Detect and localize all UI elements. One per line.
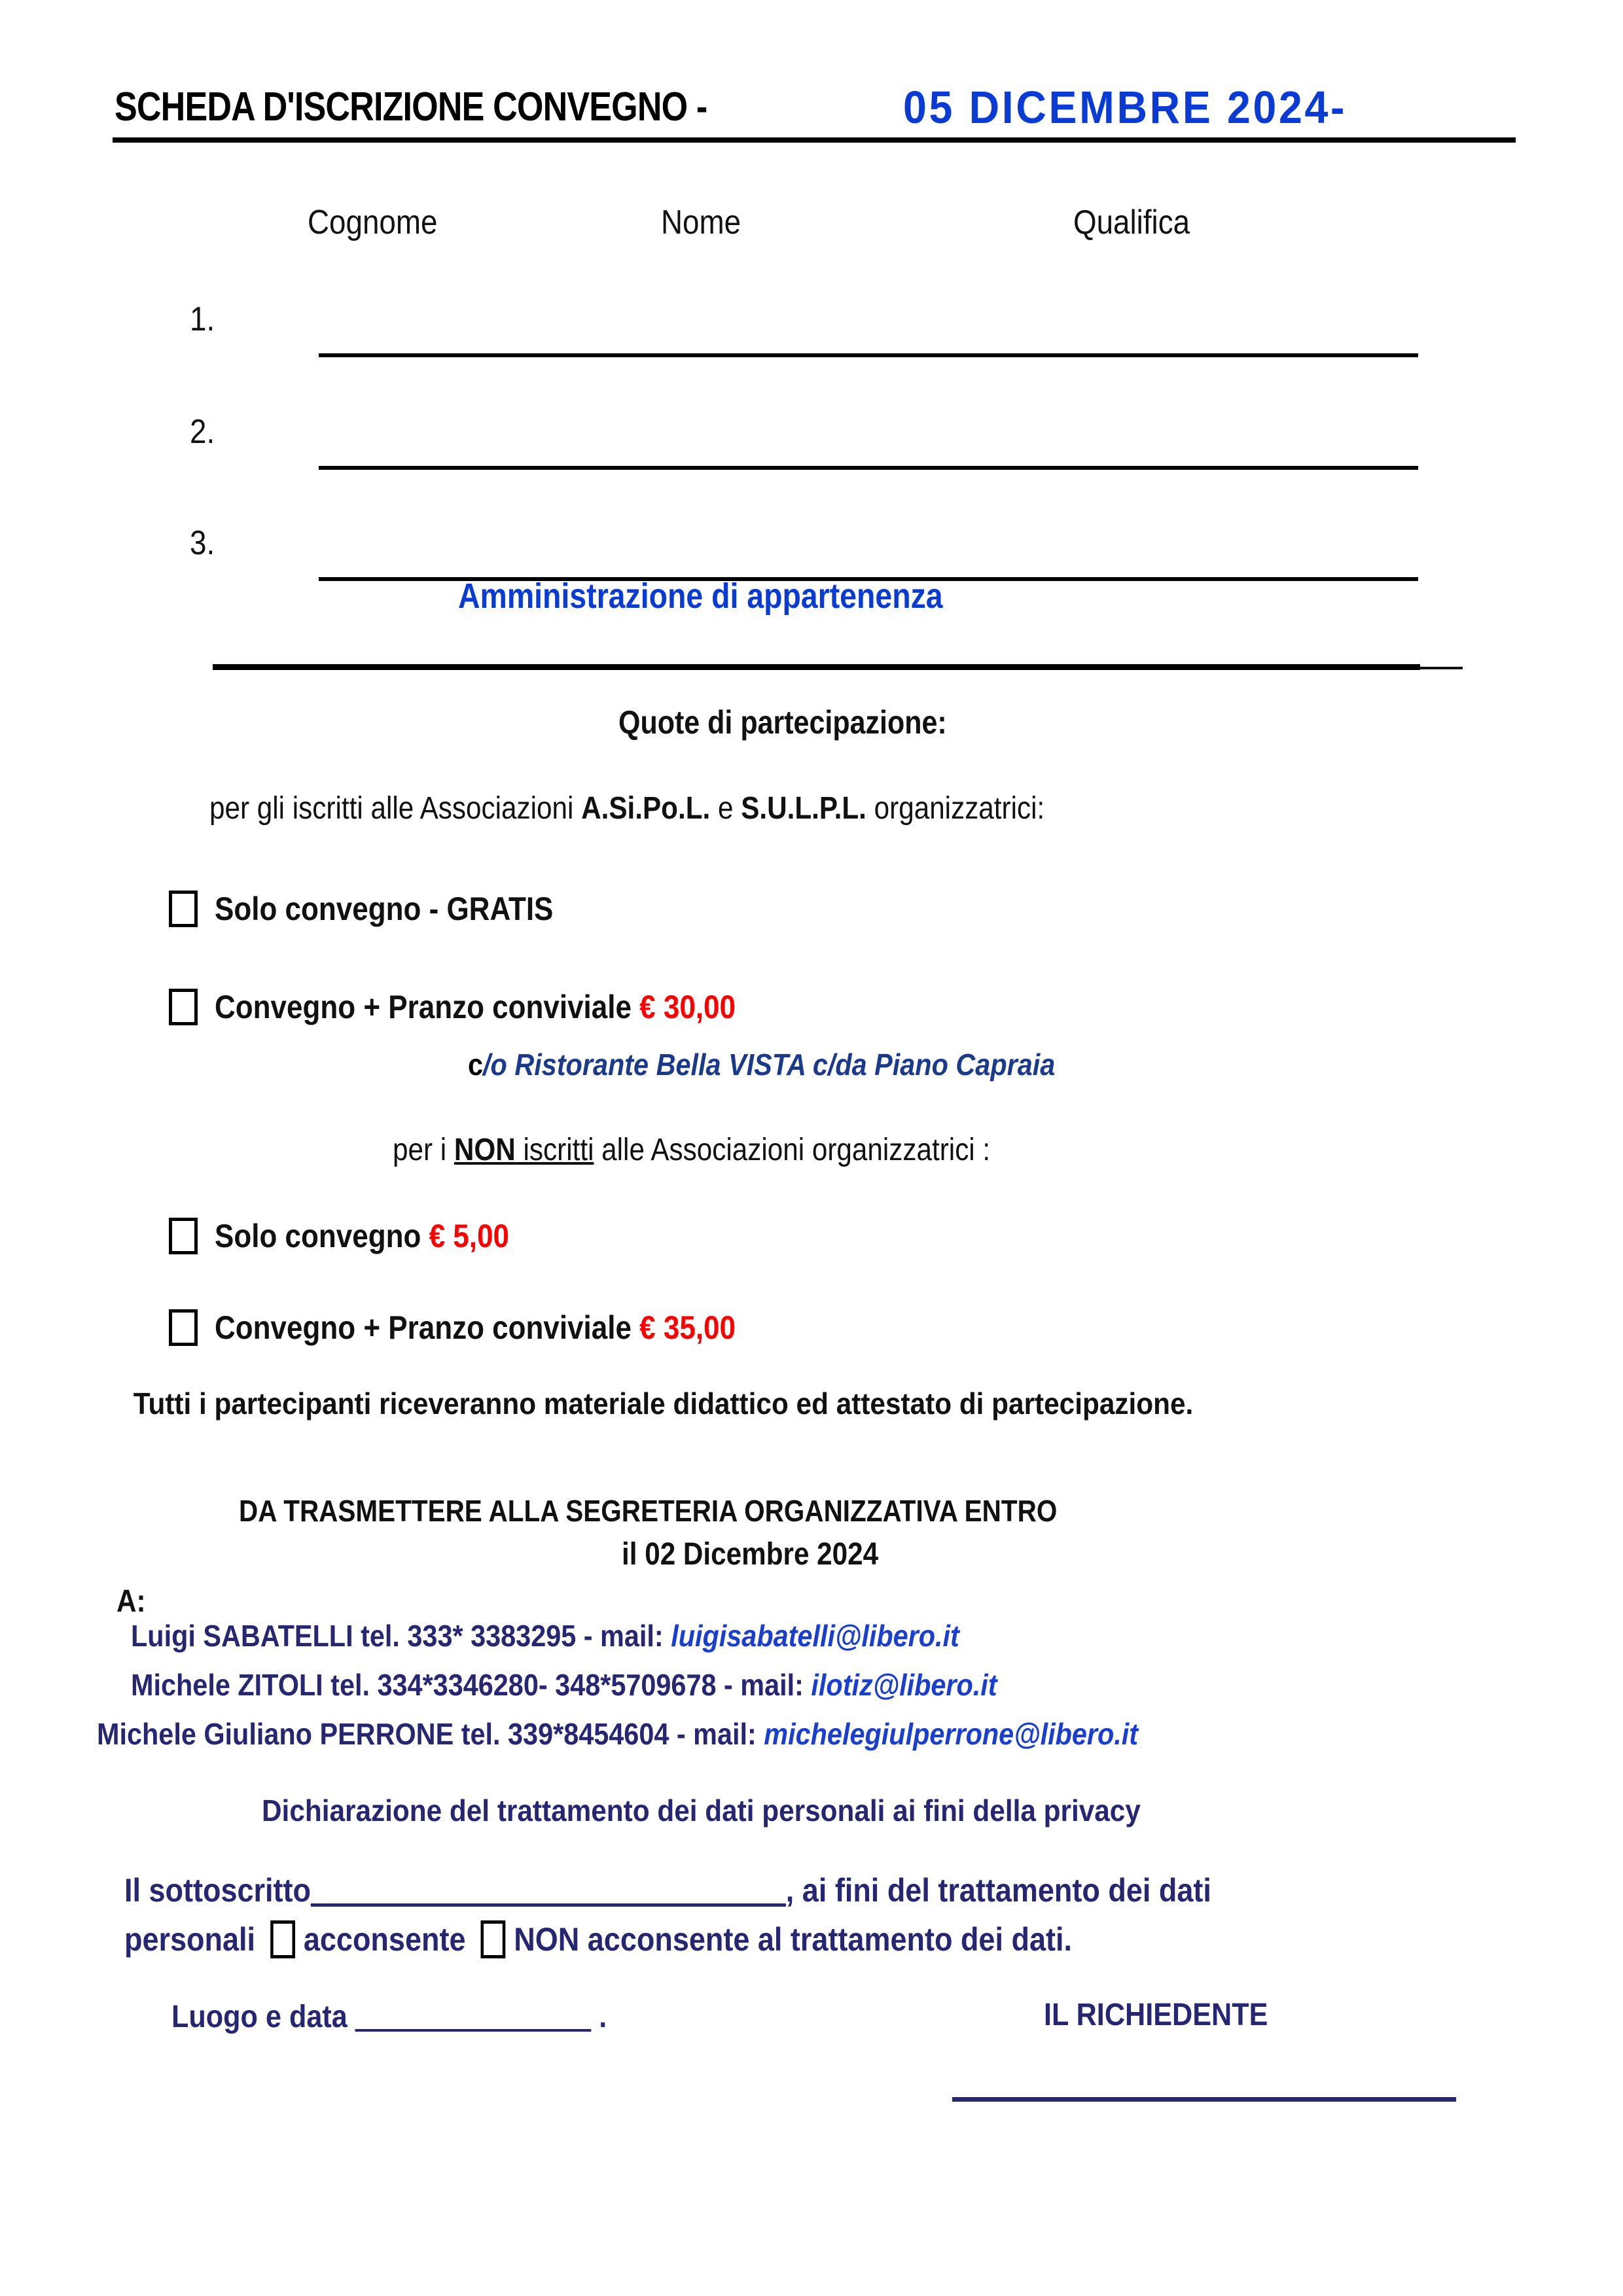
column-header-cognome: Cognome [308, 203, 438, 241]
administration-input-line-tail [1420, 667, 1463, 669]
fee-option-text: Convegno + Pranzo conviviale [215, 989, 640, 1025]
place-and-date-field [171, 1999, 607, 2035]
checkbox-consent-no[interactable] [481, 1920, 506, 1958]
consent-no-rest: acconsente al trattamento dei dati. [579, 1921, 1072, 1958]
deadline-line-1: DA TRASMETTERE ALLA SEGRETERIA ORGANIZZATIVA ENTRO [239, 1494, 1058, 1528]
contact-name-phone: Michele Giuliano PERRONE tel. 339*8454604 - mail: [97, 1717, 764, 1751]
fee-option-price: € 30,00 [639, 989, 736, 1025]
checkbox-nonmembers-convegno-lunch[interactable] [169, 1309, 198, 1346]
fee-option-nonmembers-convegno-lunch[interactable] [169, 1309, 807, 1347]
checkbox-consent-yes[interactable] [270, 1920, 295, 1958]
title-underline-rule [113, 137, 1516, 143]
title-date-part: 05 DICEMBRE 2024- [903, 82, 1347, 133]
place-date-label: Luogo e data [171, 2000, 355, 2034]
association-asipol: A.Si.Po.L. [581, 791, 711, 826]
contact-entry-sabatelli [131, 1618, 959, 1653]
privacy-declaration-line-2 [124, 1920, 1072, 1958]
consent-yes-label: acconsente [303, 1921, 466, 1958]
notice-paragraph-text: Tutti i partecipanti riceveranno materiale didattico ed attestato di partecipazione. [133, 1386, 1194, 1421]
contact-email[interactable]: michelegiulperrone@libero.it [764, 1717, 1139, 1751]
venue-name: /o Ristorante Bella VISTA c/da Piano Capraia [483, 1048, 1056, 1082]
row-number-1: 1. [190, 300, 215, 338]
declaration-pre: Il sottoscritto [124, 1872, 312, 1909]
fee-option-label [215, 988, 736, 1026]
members-intro-mid: e [710, 791, 741, 826]
signature-label: IL RICHIEDENTE [1044, 1998, 1268, 2032]
members-intro-post: organizzatrici: [866, 791, 1045, 826]
members-intro-pre: per gli iscritti alle Associazioni [209, 791, 582, 826]
place-date-period: . [591, 2000, 607, 2034]
fee-option-members-convegno-only[interactable] [169, 890, 599, 928]
consent-no-emphasis: NON [514, 1921, 580, 1958]
row-number-2: 2. [190, 413, 215, 451]
fee-option-text: Convegno + Pranzo conviviale [215, 1309, 640, 1346]
members-intro-text [209, 790, 1044, 826]
deadline-line-2: il 02 Dicembre 2024 [622, 1537, 879, 1572]
nonmembers-intro-text [393, 1132, 990, 1168]
privacy-declaration-title: Dichiarazione del trattamento dei dati personali ai fini della privacy [262, 1793, 1141, 1828]
participant-input-line-1[interactable] [319, 353, 1418, 357]
title-black-part: SCHEDA D'ISCRIZIONE CONVEGNO - [115, 84, 707, 130]
fee-option-price: € 35,00 [639, 1309, 736, 1346]
declaration-personali: personali [124, 1921, 256, 1958]
notice-paragraph [116, 1384, 1311, 1424]
venue-lead: c [468, 1048, 484, 1082]
declaration-name-blank[interactable]: _____________________________ [311, 1872, 786, 1909]
contact-name-phone: Michele ZITOLI tel. 334*3346280- 348*5709678 - mail: [131, 1668, 812, 1702]
contact-email[interactable]: ilotiz@libero.it [811, 1668, 997, 1702]
place-date-blank[interactable]: _______________ [355, 2000, 592, 2034]
checkbox-members-convegno-lunch[interactable] [169, 989, 198, 1025]
fee-option-nonmembers-convegno-only[interactable] [169, 1217, 549, 1255]
checkbox-members-convegno-only[interactable] [169, 891, 198, 927]
signature-line[interactable] [952, 2097, 1456, 2102]
row-number-3: 3. [190, 524, 215, 562]
contact-entry-zitoli [131, 1667, 997, 1703]
fee-option-price: € 5,00 [429, 1218, 509, 1254]
nonmembers-iscritti: iscritti [515, 1133, 594, 1167]
declaration-post: , ai fini del trattamento dei dati [785, 1872, 1211, 1909]
contact-name-phone: Luigi SABATELLI tel. 333* 3383295 - mail: [131, 1619, 671, 1653]
nonmembers-intro-pre: per i [393, 1133, 454, 1167]
venue-line [468, 1047, 1055, 1082]
fee-option-label [215, 1217, 509, 1255]
column-header-qualifica: Qualifica [1073, 203, 1190, 241]
fee-option-label [215, 1309, 736, 1347]
fees-heading: Quote di partecipazione: [618, 704, 947, 741]
fee-option-label: Solo convegno - GRATIS [215, 891, 554, 927]
contact-entry-perrone [97, 1716, 1138, 1752]
checkbox-nonmembers-convegno-only[interactable] [169, 1218, 198, 1254]
fee-option-text: Solo convegno [215, 1218, 429, 1254]
column-header-nome: Nome [661, 203, 741, 241]
nonmembers-non-emphasis: NON [454, 1133, 516, 1167]
nonmembers-intro-post: alle Associazioni organizzatrici : [594, 1133, 991, 1167]
contact-email[interactable]: luigisabatelli@libero.it [671, 1619, 959, 1653]
consent-no-label [514, 1920, 1072, 1958]
privacy-declaration-line-1 [124, 1871, 1211, 1909]
participant-input-line-2[interactable] [319, 466, 1418, 470]
contacts-label: A: [116, 1584, 146, 1619]
association-sulpl: S.U.L.P.L. [741, 791, 866, 826]
fee-option-members-convegno-lunch[interactable] [169, 988, 807, 1026]
page-title [115, 84, 1508, 140]
administration-input-line[interactable] [213, 664, 1420, 670]
administration-label: Amministrazione di appartenenza [458, 576, 943, 616]
